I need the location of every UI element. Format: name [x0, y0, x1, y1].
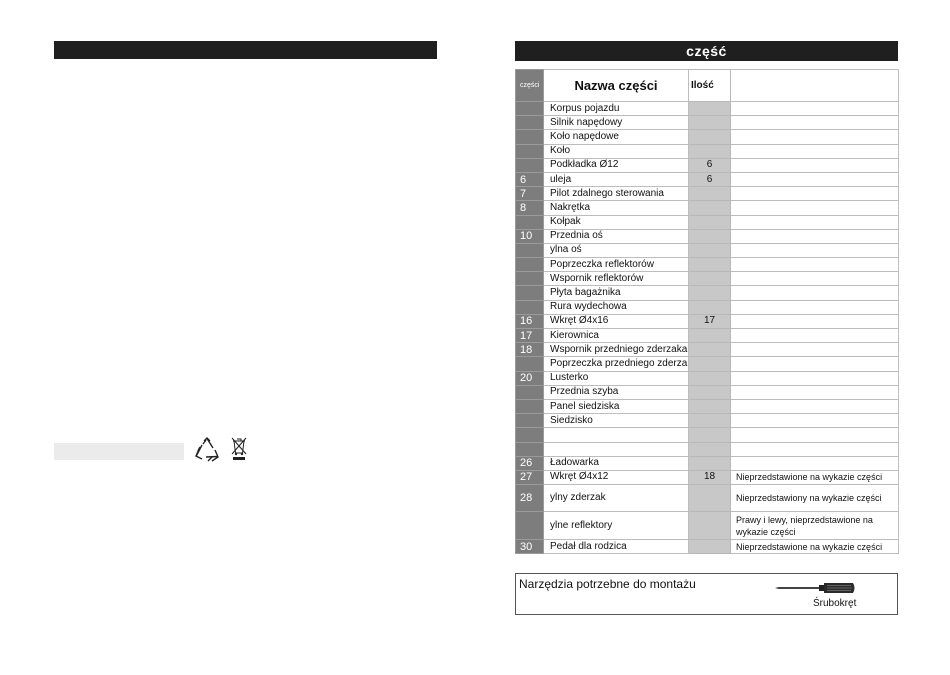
tools-label: Narzędzia potrzebne do montażu [519, 577, 696, 591]
part-number [516, 442, 544, 456]
part-name: uleja [544, 172, 689, 186]
table-row [516, 314, 899, 328]
table-row [516, 144, 899, 158]
part-note [731, 172, 899, 186]
part-number: 26 [516, 456, 544, 470]
table-row [516, 329, 899, 343]
part-quantity [689, 385, 731, 399]
part-quantity [689, 414, 731, 428]
parts-table-header [516, 70, 899, 102]
part-name: Przednia oś [544, 229, 689, 243]
part-name: Podkładka Ø12 [544, 158, 689, 172]
part-number: 18 [516, 343, 544, 357]
part-number [516, 512, 544, 540]
part-name: Koło napędowe [544, 130, 689, 144]
part-note [731, 385, 899, 399]
part-quantity [689, 144, 731, 158]
part-note [731, 399, 899, 413]
part-quantity: 6 [689, 158, 731, 172]
part-quantity [689, 258, 731, 272]
left-header-bar [54, 41, 437, 59]
part-name: Siedzisko [544, 414, 689, 428]
part-note [731, 371, 899, 385]
part-note [731, 258, 899, 272]
part-quantity [689, 272, 731, 286]
header-number: części [516, 70, 544, 102]
part-quantity [689, 229, 731, 243]
part-note: Prawy i lewy, nieprzedstawione na wykazie części [731, 512, 899, 540]
part-number [516, 258, 544, 272]
part-number [516, 130, 544, 144]
part-quantity [689, 243, 731, 257]
part-quantity [689, 540, 731, 554]
part-quantity [689, 371, 731, 385]
table-row [516, 343, 899, 357]
header-name: Nazwa części [544, 70, 689, 102]
part-name: Rura wydechowa [544, 300, 689, 314]
part-quantity [689, 300, 731, 314]
part-note [731, 201, 899, 215]
part-note: Nieprzedstawiony na wykazie części [731, 485, 899, 512]
part-quantity [689, 130, 731, 144]
table-row [516, 187, 899, 201]
part-number: 20 [516, 371, 544, 385]
table-row [516, 300, 899, 314]
part-note [731, 102, 899, 116]
part-quantity: 18 [689, 470, 731, 484]
part-quantity [689, 215, 731, 229]
part-name: Koło [544, 144, 689, 158]
table-row [516, 172, 899, 186]
screwdriver-icon [775, 580, 857, 596]
crossed-out-bin-icon [231, 436, 247, 462]
part-name: Kołpak [544, 215, 689, 229]
part-note [731, 158, 899, 172]
part-quantity [689, 201, 731, 215]
part-name: Wkręt Ø4x12 [544, 470, 689, 484]
table-row [516, 215, 899, 229]
part-quantity [689, 485, 731, 512]
recycle-icon [194, 437, 220, 463]
part-name: Korpus pojazdu [544, 102, 689, 116]
part-number: 10 [516, 229, 544, 243]
part-quantity [689, 428, 731, 442]
part-name: Wkręt Ø4x16 [544, 314, 689, 328]
part-name: Panel siedziska [544, 399, 689, 413]
table-row [516, 158, 899, 172]
part-number [516, 399, 544, 413]
part-number [516, 428, 544, 442]
header-notes [731, 70, 899, 102]
part-note [731, 243, 899, 257]
part-note [731, 428, 899, 442]
part-note [731, 286, 899, 300]
part-note [731, 272, 899, 286]
tools-box [515, 573, 898, 615]
part-note [731, 116, 899, 130]
table-row [516, 130, 899, 144]
part-note [731, 357, 899, 371]
part-note [731, 215, 899, 229]
part-quantity [689, 399, 731, 413]
part-number [516, 357, 544, 371]
part-quantity [689, 343, 731, 357]
part-number [516, 243, 544, 257]
part-number: 6 [516, 172, 544, 186]
part-number: 30 [516, 540, 544, 554]
part-quantity: 17 [689, 314, 731, 328]
header-quantity: Ilość [689, 70, 731, 102]
part-note [731, 456, 899, 470]
part-note [731, 229, 899, 243]
part-note [731, 414, 899, 428]
table-row [516, 399, 899, 413]
part-note [731, 130, 899, 144]
part-note [731, 187, 899, 201]
part-name: Silnik napędowy [544, 116, 689, 130]
part-name: Poprzeczka reflektorów [544, 258, 689, 272]
table-row [516, 485, 899, 512]
table-row [516, 371, 899, 385]
part-name: ylny zderzak [544, 485, 689, 512]
screwdriver-label: Śrubokręt [813, 598, 857, 609]
table-row [516, 540, 899, 554]
part-name: Poprzeczka przedniego zderza [544, 357, 689, 371]
part-number [516, 116, 544, 130]
part-name: Wspornik przedniego zderzaka [544, 343, 689, 357]
part-note [731, 314, 899, 328]
part-name: Ładowarka [544, 456, 689, 470]
table-row [516, 116, 899, 130]
part-quantity [689, 286, 731, 300]
grey-label-box [54, 443, 184, 460]
part-quantity [689, 442, 731, 456]
parts-header-title: część [686, 43, 727, 59]
table-row [516, 385, 899, 399]
part-number: 8 [516, 201, 544, 215]
part-name: Wspornik reflektorów [544, 272, 689, 286]
part-name: Płyta bagażnika [544, 286, 689, 300]
part-note: Nieprzedstawione na wykazie części [731, 540, 899, 554]
part-number: 16 [516, 314, 544, 328]
part-name [544, 428, 689, 442]
part-number [516, 272, 544, 286]
part-number [516, 300, 544, 314]
part-quantity [689, 456, 731, 470]
part-name: Pedał dla rodzica [544, 540, 689, 554]
part-name [544, 442, 689, 456]
part-number [516, 158, 544, 172]
table-row [516, 456, 899, 470]
part-name: ylne reflektory [544, 512, 689, 540]
part-quantity [689, 329, 731, 343]
table-row [516, 470, 899, 484]
table-row [516, 272, 899, 286]
part-number: 28 [516, 485, 544, 512]
parts-header-bar [515, 41, 898, 61]
part-name: ylna oś [544, 243, 689, 257]
part-name: Kierownica [544, 329, 689, 343]
part-note: Nieprzedstawione na wykazie części [731, 470, 899, 484]
part-name: Przednia szyba [544, 385, 689, 399]
table-row [516, 201, 899, 215]
part-number: 17 [516, 329, 544, 343]
table-row [516, 442, 899, 456]
table-row [516, 102, 899, 116]
part-name: Lusterko [544, 371, 689, 385]
table-row [516, 414, 899, 428]
part-quantity [689, 187, 731, 201]
part-quantity [689, 102, 731, 116]
table-row [516, 512, 899, 540]
part-note [731, 343, 899, 357]
part-quantity: 6 [689, 172, 731, 186]
part-number [516, 286, 544, 300]
part-quantity [689, 116, 731, 130]
part-note [731, 144, 899, 158]
parts-table [515, 69, 899, 554]
table-row [516, 229, 899, 243]
table-row [516, 428, 899, 442]
part-note [731, 329, 899, 343]
part-number [516, 102, 544, 116]
table-row [516, 243, 899, 257]
part-number [516, 144, 544, 158]
part-name: Pilot zdalnego sterowania [544, 187, 689, 201]
part-number [516, 414, 544, 428]
part-name: Nakrętka [544, 201, 689, 215]
table-row [516, 357, 899, 371]
table-row [516, 258, 899, 272]
table-row [516, 286, 899, 300]
part-quantity [689, 357, 731, 371]
part-number [516, 215, 544, 229]
part-number: 27 [516, 470, 544, 484]
part-note [731, 300, 899, 314]
part-number: 7 [516, 187, 544, 201]
part-note [731, 442, 899, 456]
part-number [516, 385, 544, 399]
part-quantity [689, 512, 731, 540]
